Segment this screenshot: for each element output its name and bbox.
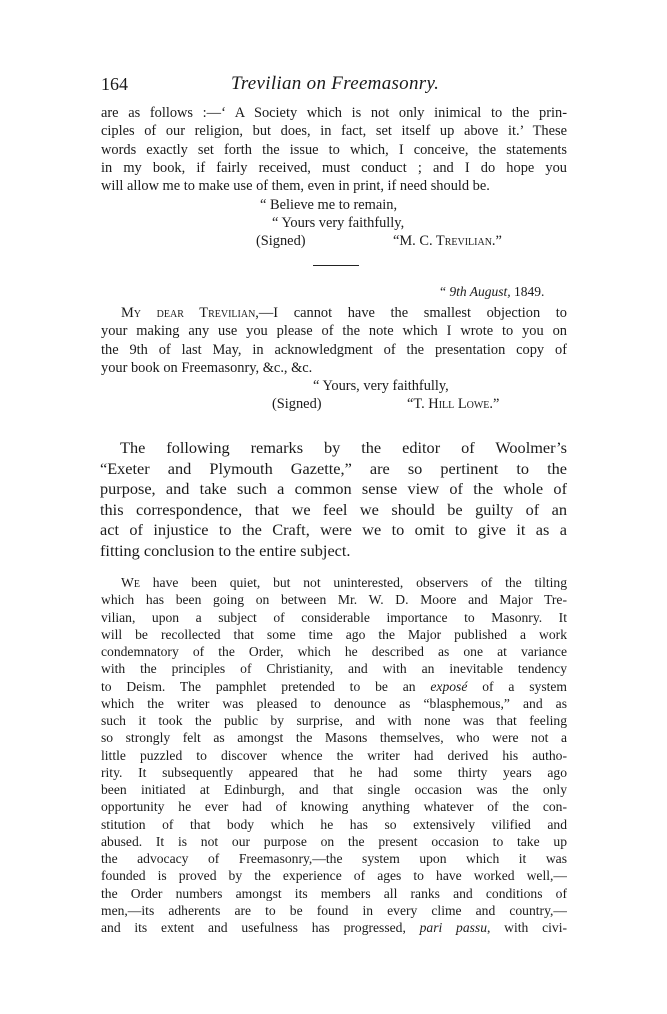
page-number: 164 <box>101 74 128 94</box>
text-line: are as follows :—‘ A Society which is not only inimical to the prin- <box>101 105 567 121</box>
text-line: ciples of our religion, but does, in fact, set itself up above it.’ These <box>101 123 567 140</box>
signed-label: (Signed) <box>272 396 322 412</box>
text-line: The following remarks by the editor of Woolmer’s <box>120 438 567 457</box>
text-line: vilian, upon a subject of considerable importance to Masonry. It <box>101 609 567 625</box>
text-line: words exactly set forth the issue to which, I conceive, the statements <box>101 141 567 158</box>
first-word: We <box>121 575 140 590</box>
text-line: condemnatory of the Order, which he described as one at variance <box>101 644 567 659</box>
text-line: the advocacy of Freemasonry,—the system upon which it was <box>101 851 567 866</box>
letter-one-closing: “ Believe me to remain, <box>260 197 398 213</box>
text-line: will be recollected that some time ago the Major published a work <box>101 626 567 642</box>
letter-one-closing-2: “ Yours very faithfully, <box>272 215 405 231</box>
signature-lowe: “T. Hill Lowe.” <box>407 396 500 412</box>
text-line: the Order numbers amongst its members all ranks and conditions of <box>101 885 567 901</box>
text-line: men,—its adherents are to be found in every clime and country,— <box>101 902 567 918</box>
signature-trevilian: “M. C. Trevilian.” <box>393 233 502 249</box>
text-line: “Exeter and Plymouth Gazette,” are so pertinent to the <box>100 458 567 478</box>
text-line: this correspondence, that we feel we should be guilty of an <box>100 499 567 519</box>
letter-two-date: “ 9th August, 1849. <box>440 284 545 299</box>
text-line: your making any use you please of the note which I wrote to you on <box>101 323 567 340</box>
text-line: and its extent and usefulness has progressed, pari passu, with civi- <box>101 920 567 935</box>
text-line: stitution of that body which he has so extensively vilified and <box>101 816 567 832</box>
text-line: founded is proved by the experience of ages to have worked well,— <box>101 868 567 884</box>
text-line: rity. It subsequently appeared that he had some thirty years ago <box>101 764 567 780</box>
text-line: which has been going on between Mr. W. D. Moore and Major Tre- <box>101 592 567 608</box>
text-line: opportunity he ever had of knowing anything whatever of the con- <box>101 799 567 815</box>
text-line: your book on Freemasonry, &c., &c. <box>101 359 313 376</box>
divider-rule <box>313 265 359 266</box>
text-line: with the principles of Christianity, and with an inevitable tendency <box>101 661 567 677</box>
text-line: purpose, and take such a common sense view of the whole of <box>100 479 567 498</box>
text-line: My dear Trevilian,—I cannot have the smallest objection to <box>121 305 567 321</box>
text-line: so strongly felt as amongst the Masons themselves, who were not a <box>101 730 567 746</box>
salutation: My dear Trevilian, <box>121 305 259 321</box>
letter-one-body <box>101 104 567 195</box>
text-line: such it took the public by surprise, and with none was that feeling <box>101 713 567 728</box>
text-line: been initiated at Edinburgh, and that single occasion was the only <box>101 782 567 797</box>
letter-two-body <box>101 304 567 377</box>
text-line: fitting conclusion to the entire subject. <box>100 540 351 560</box>
text-line: We have been quiet, but not uninterested, observers of the tilting <box>121 575 567 590</box>
text-line: act of injustice to the Craft, were we to omit to give it as a <box>100 520 567 539</box>
text-line: abused. It is not our purpose on the present occasion to take up <box>101 833 567 849</box>
text-line: to Deism. The pamphlet pretended to be an exposé of a system <box>101 678 567 694</box>
text-line: which the writer was pleased to denounce as “blasphemous,” and as <box>101 695 567 711</box>
text-line: little puzzled to discover whence the writer had derived his autho- <box>101 747 567 763</box>
article-body <box>101 574 567 936</box>
letter-two-closing: “ Yours, very faithfully, <box>313 378 449 394</box>
signed-label: (Signed) <box>256 233 306 249</box>
text-line: the 9th of last May, in acknowledgment of the presentation copy of <box>101 341 567 358</box>
running-header <box>101 74 566 98</box>
running-title: Trevilian on Freemasonry. <box>231 73 440 94</box>
text-line: will allow me to make use of them, even in print, if need should be. <box>101 178 490 195</box>
intro-paragraph <box>100 438 567 561</box>
text-line: in my book, if fairly received, must conduct ; and I do hope you <box>101 159 567 176</box>
